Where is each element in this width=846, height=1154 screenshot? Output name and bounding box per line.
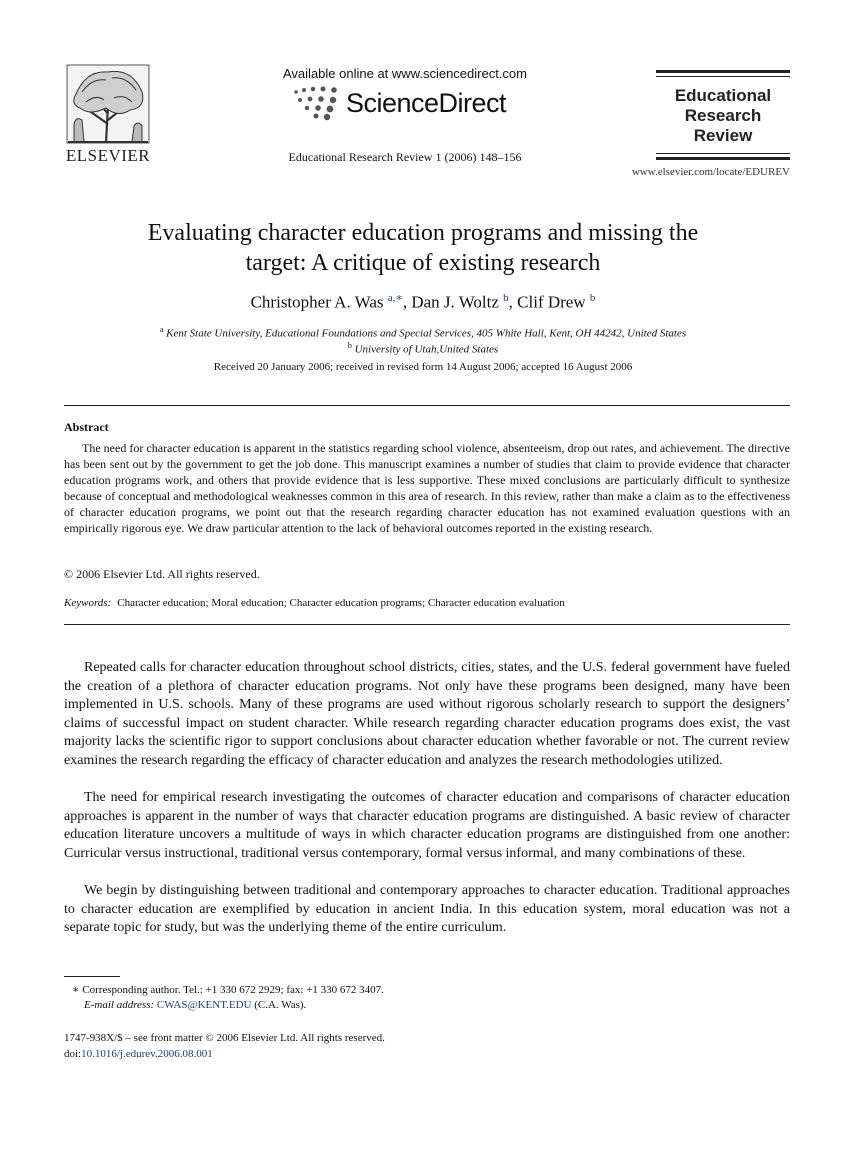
journal-logo-rule bbox=[656, 157, 790, 160]
journal-logo-rule bbox=[656, 70, 790, 73]
corresponding-author-note bbox=[72, 983, 384, 996]
journal-url-link[interactable]: www.elsevier.com/locate/EDUREV bbox=[631, 166, 790, 178]
footnote-divider bbox=[64, 976, 120, 977]
body-paragraph: The need for empirical research investigating the outcomes of character education and comparisons of character education approaches is apparent in the number of ways that character education programs are distinguished. A basic review of character education literature uncovers a multitude of ways in which character education programs are distinguished from one another: Curricular versus instructional, traditional versus contemporary, formal versus informal, and many combinations of these. bbox=[64, 790, 790, 861]
footnote-text: Corresponding author. Tel.: +1 330 672 2929; fax: +1 330 672 3407. bbox=[82, 984, 384, 996]
elsevier-tree-icon bbox=[66, 64, 150, 144]
section-divider bbox=[64, 405, 790, 406]
abstract-copyright: © 2006 Elsevier Ltd. All rights reserved. bbox=[64, 567, 260, 581]
title-line: target: A critique of existing research bbox=[245, 250, 601, 276]
received-dates: Received 20 January 2006; received in revised form 14 August 2006; accepted 16 August 2006 bbox=[213, 361, 633, 373]
author-separator: , bbox=[508, 292, 518, 312]
affiliation-text: University of Utah,United States bbox=[354, 343, 499, 356]
footnote-mark: ∗ bbox=[72, 984, 80, 996]
journal-logo-rule bbox=[656, 153, 790, 154]
body-paragraph: We begin by distinguishing between traditional and contemporary approaches to character education. Traditional approaches to character education are exemplified by education in ancient India. In this education system, moral education was not a separate topic for study, but was the underlying theme of the entire curriculum. bbox=[64, 883, 790, 936]
doi-line bbox=[64, 1048, 213, 1060]
keywords-label: Keywords: bbox=[64, 597, 112, 609]
affiliation-text: Kent State University, Educational Foundations and Special Services, 405 White Hall, Kent, OH 44242, United States bbox=[166, 327, 687, 340]
doi-link[interactable]: 10.1016/j.edurev.2006.08.001 bbox=[81, 1048, 213, 1060]
author-affiliation-link[interactable]: a,∗ bbox=[387, 292, 403, 304]
elsevier-logo bbox=[62, 64, 154, 164]
abstract-text: The need for character education is apparent in the statistics regarding school violence, absenteeism, drop out rates, and achievement. The directive has been sent out by the government to get the job done. This manuscript examines a number of studies that claim to provide evidence that character education programs work, and others that provide evidence that is less supportive. These mixed conclusions are particularly difficult to synthesize because of conceptual and methodological weaknesses common in this area of research. In this review, rather than make a claim as to the effectiveness of character education programs, we point out that the research regarding character education has not examined evaluation questions with an empirically rigorous eye. We draw particular attention to the lack of behavioral outcomes reported in the existing research. bbox=[64, 441, 790, 535]
author-name: Dan J. Woltz bbox=[411, 292, 499, 312]
available-online-text: Available online at www.sciencedirect.com bbox=[283, 66, 527, 81]
journal-logo-rule bbox=[656, 76, 790, 77]
affiliation-b bbox=[60, 341, 786, 356]
issn-line: 1747-938X/$ – see front matter © 2006 Elsevier Ltd. All rights reserved. bbox=[64, 1032, 385, 1044]
email-link[interactable]: CWAS@KENT.EDU bbox=[156, 999, 252, 1011]
author-list bbox=[60, 291, 786, 313]
abstract-heading: Abstract bbox=[64, 420, 109, 434]
email-note bbox=[84, 999, 306, 1011]
keywords-list: Character education; Moral education; Character education programs; Character education evaluation bbox=[117, 597, 565, 609]
journal-logo-line: Research bbox=[684, 106, 762, 125]
journal-logo-line: Educational bbox=[674, 86, 772, 105]
email-suffix: (C.A. Was). bbox=[254, 999, 307, 1011]
affiliation-a bbox=[60, 325, 786, 340]
journal-citation: Educational Research Review 1 (2006) 148–156 bbox=[288, 150, 522, 164]
email-label: E-mail address: bbox=[84, 999, 155, 1011]
sciencedirect-wordmark: ScienceDirect bbox=[346, 88, 507, 118]
keywords bbox=[64, 597, 565, 609]
body-paragraph: Repeated calls for character education throughout school districts, cities, states, and the U.S. federal government have fueled the creation of a plethora of character education programs. Not only have these programs been designed, many have been implemented in U.S. schools. Many of these programs are used without rigorous scholarly research to support the designers’ claims of successful impact on student character. While research regarding character education programs does exist, the vast majority lacks the scientific rigor to support conclusions about character education whether favorable or not. The current review examines the research regarding the efficacy of character education and analyzes the research methodologies utilized. bbox=[64, 660, 790, 768]
sciencedirect-dots-icon bbox=[290, 84, 346, 122]
author-separator: , bbox=[402, 292, 412, 312]
author-name: Clif Drew bbox=[517, 292, 586, 312]
author-affiliation-link[interactable]: b bbox=[589, 292, 596, 304]
affiliation-mark: b bbox=[347, 341, 352, 350]
doi-label: doi: bbox=[64, 1048, 82, 1060]
affiliation-mark: a bbox=[159, 325, 164, 334]
author-affiliation-link[interactable]: b bbox=[503, 292, 509, 304]
section-divider bbox=[64, 624, 790, 625]
journal-logo-line: Review bbox=[693, 126, 753, 145]
article-title bbox=[60, 218, 786, 278]
author-name: Christopher A. Was bbox=[250, 292, 384, 312]
publisher-name: ELSEVIER bbox=[65, 146, 151, 165]
journal-logo bbox=[656, 86, 790, 146]
title-line: Evaluating character education programs and missing the bbox=[147, 220, 699, 246]
